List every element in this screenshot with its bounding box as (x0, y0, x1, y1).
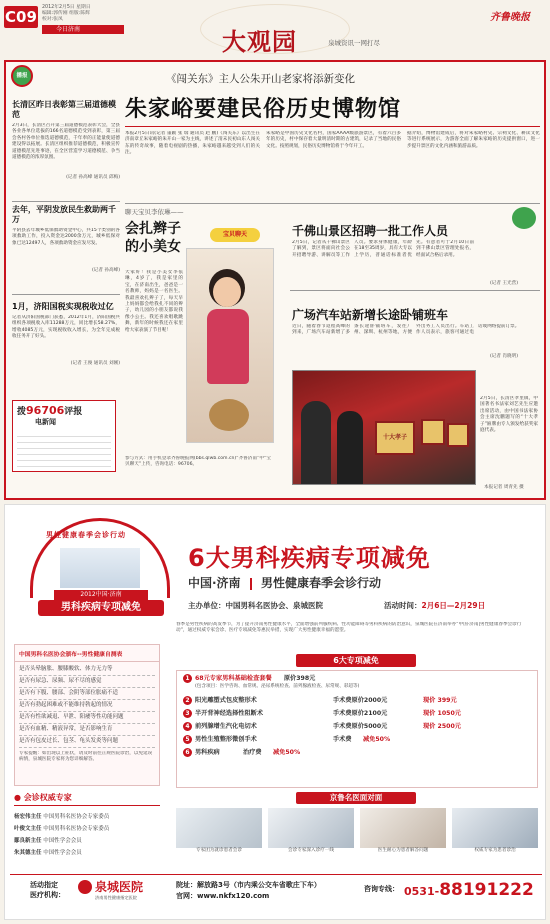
relief-6-price: 治疗费 (243, 749, 262, 757)
divider (10, 874, 542, 875)
number-icon: 4 (183, 722, 192, 731)
relief-4-name: 前列腺增生汽化电切术 (195, 723, 257, 731)
brief-3-title: 1月，济阳国税实现税收过亿 (12, 302, 114, 311)
checklist-item: 是否有勃起困难或不能维持勃起的情况 (19, 700, 155, 712)
bus-byline: (记者 肖晓明) (490, 354, 519, 359)
newspaper-logo: 齐鲁晚报 (490, 12, 530, 23)
recruit-body: 2月5日，记者从千佛山景区了解到，景区将面向社会公开招聘导游、讲解员等工作人员。要求身体健康，年龄在18至35周岁，具有大专以上学历，普通话标准者优先。有意者可于2月10日前到千佛山景区管理处报名，经面试合格后录用。 (292, 240, 474, 258)
expert-title: 中国男科名医协会专家委员 (43, 826, 110, 832)
brief-1-title: 长清区昨日表彰第三届道德模范 (12, 100, 116, 119)
relief-3-price: 手术费原价2100元 (333, 710, 388, 718)
top-story-col-2: 朱家峪是中国历史文化名村，国家AAAA级旅游景区，有着六百多年的历史，村中保存着大量明清时期的古建筑，记录了当地的民俗文化。按照规划，民俗历史博物馆将于今年开工。 (266, 131, 401, 149)
phone-prefix: 0531- (404, 885, 440, 898)
relief-5-price: 手术费 (333, 736, 352, 744)
brief-2-body: 平阴县去年城乡低保救助资金中心，共15个类别的各项救助工作，投入资金达2000余万元，城乡低保对象已达12497人，各项救助资金应发尽发。 (12, 228, 120, 246)
brief-1-body: 2月3日，长清区召开第三届道德模范表彰大会，全县各业各单位选拔的166名道德模范受到表彰，第三届会各村各单位推选道德模范，千年奉的正能量使道德建设得以拓展。长清区组织推荐道德模范，积极宣传道德模范先进事迹，在全区营造学习道德模范、争当道德模范的浓厚氛围。 (12, 123, 120, 161)
feature-headline (125, 220, 181, 256)
expert-row (14, 835, 160, 847)
expert-row (14, 823, 160, 835)
scenes-title: 京鲁名医面对面 (296, 792, 416, 804)
self-test-box (14, 644, 160, 786)
number-icon: 3 (183, 709, 192, 718)
ad-subhead-right: 男性健康春季会诊行动 (260, 576, 381, 590)
relief-2-now: 现价 399元 (423, 697, 457, 705)
news-brief-badge: 播报 (11, 65, 33, 87)
bus-headline: 广场汽车站新增长途卧铺班车 (292, 308, 449, 322)
phone-label: 咨询专线： (364, 885, 399, 893)
relief-1-detail: (包含项目：医学咨询、血常规、泌尿系统检查、前列腺液检查、尿常规、彩超等) (195, 684, 360, 689)
scene-photo (268, 808, 354, 848)
top-story-col-3: 据介绍，博物馆建成后，将对朱家峪村史、宗祠文化、耕读文化等进行系统展示，为游客全面了解朱家峪的历史提供窗口，进一步提升景区的文化内涵和旅游品质。 (407, 131, 540, 149)
date-label: 活动时间： (384, 601, 422, 610)
relief-5-name: 男性生殖整形微创手术 (195, 736, 257, 744)
relief-3-name: 半开背神经选择性阻断术 (195, 710, 264, 718)
photo-plaque (421, 419, 445, 445)
hospital-name: 泉城医院 (95, 880, 144, 894)
relief-item-6 (183, 746, 531, 759)
section-tag: 今日济南 (42, 25, 124, 34)
relief-6-now: 减免50% (273, 749, 301, 757)
scene-card (360, 808, 446, 862)
feature-headline-line-1: 会扎辫子 (125, 221, 181, 237)
ad-sponsor (188, 600, 323, 611)
ad-headline: 6大男科疾病专项减免 (188, 544, 431, 572)
divider (290, 290, 540, 291)
brief-3-byline: (记者 王俊 通讯员 刘刚) (70, 361, 120, 366)
hotline-text-block (17, 431, 111, 467)
feature-body: 大家好！我是小美女李依琳，4岁了，我是家里的宝，在济南出生，爸爸是一名教师，妈妈是一名医生。我最喜欢扎辫子了，每天早上妈妈都会给我扎不同的辫子，幼儿园的小朋友都说我像小公主。我还喜欢唱歌跳舞，新年的时候我还在家里给大家表演了节目呢！ (125, 270, 183, 333)
expert-row (14, 811, 160, 823)
sponsor-value: 中国男科名医协会、泉城医院 (225, 601, 323, 610)
scene-photo (176, 808, 262, 848)
ad-ribbon-year: 2012中国·济南 (54, 590, 148, 600)
checklist-item: 是否有包皮过长、包茎、龟头发炎等问题 (19, 736, 155, 748)
brief-item-1 (12, 100, 120, 181)
checklist-item: 是否有下腹、腰部、会阴等部位胀痛不适 (19, 688, 155, 700)
photo-plaque: 十大孝子 (375, 421, 415, 455)
relief-list (176, 670, 538, 788)
relief-item-1 (183, 674, 531, 683)
ad-intro: 春季是男性疾病的高发季节，为了提升济南男性健康水平，全面增强前列腺疾病、性功能障碍等男科疾病的防治意识，泉城医院在济南举办“中国·济南|男性健康春季会诊行动”，通过权威专家会诊、医疗专项减免等惠民举措，实现广大男性健康幸福的愿望。 (176, 622, 522, 634)
expert-title: 中国性学会会员 (43, 850, 82, 856)
scene-photo (452, 808, 538, 848)
address-value: 解放路3号（市内乘公交车省歌庄下车） (197, 881, 321, 889)
expert-title: 中国性学会会员 (43, 838, 82, 844)
divider (125, 203, 540, 204)
relief-2-name: 阳光雕塑式包皮整形术 (195, 697, 257, 705)
scene-caption: 权威专家为患者诊治 (474, 848, 516, 853)
relief-6-name: 男科疾病 (195, 749, 220, 757)
relief-title: 6大专项减免 (296, 654, 416, 667)
feature-kicker: 聊天宝贝李依琳—— (125, 208, 184, 216)
top-story-kicker: 《闯关东》主人公朱开山老家将添新变化 (166, 73, 355, 85)
feature-tag: 宝贝聊天 (210, 228, 260, 242)
page-editor: 编辑:郭传刚 组版:陈辉 (42, 11, 90, 16)
photo-coat (207, 309, 249, 384)
scene-card (452, 808, 538, 862)
brief-2-byline: (记者 孙高峰) (91, 268, 120, 273)
page-meta (42, 5, 91, 23)
hospital-logo-icon (78, 880, 92, 894)
green-badge-icon (512, 207, 536, 229)
hospital-sub: 济南男性健康指定医院 (95, 895, 137, 900)
recruit-byline: (记者 王光营) (490, 281, 519, 286)
brief-item-3 (12, 302, 120, 367)
checklist-item: 是否有尿急、尿频、尿不尽的感觉 (19, 676, 155, 688)
self-test-title: 中国男科名医协会颁布--男性健康自测表 (15, 645, 159, 662)
org-label-2: 医疗机构： (30, 891, 65, 899)
recruit-headline: 千佛山景区招聘一批工作人员 (292, 224, 449, 238)
brief-2-title: 去年，平阴发放民生救助两千万 (12, 205, 116, 224)
brief-item-2 (12, 205, 120, 274)
hotline-sub: 电新闻 (35, 418, 56, 426)
bullet-icon: ● (14, 793, 24, 802)
photo-teddy-bear (209, 399, 249, 431)
number-icon: 1 (183, 674, 192, 683)
subhead-divider (250, 578, 252, 590)
hotline-suffix: 评报 (64, 407, 83, 417)
address-label: 院址： (176, 881, 197, 889)
photo-caption: 2月5日，长清区孝里镇，中国著名书法家刘艺先生应邀出席活动，由中国书法家协会主席沈鹏题写的“十大孝子”匾牌由专人颁发给获奖家庭代表。 (480, 396, 538, 434)
masthead-subtitle: 泉城资讯一网打尽 (328, 39, 380, 47)
relief-4-price: 手术费原价5000元 (333, 723, 388, 731)
sponsor-label: 主办单位： (188, 601, 226, 610)
expert-title: 中国男科名医协会专家委员 (43, 814, 110, 820)
org-label-1: 活动指定 (30, 881, 58, 889)
divider (12, 201, 120, 202)
brief-3-body: 记者从济阳国税部门获悉，2012年1月，济阳国税共组织各项税收入库11288万元，同比增长58.27%，增收4085万元，实现税收收入增长，为全年完成税收任务开了好头。 (12, 315, 120, 340)
org-label (30, 880, 65, 900)
child-photo (186, 248, 274, 443)
divider (12, 294, 120, 295)
relief-4-now: 现价 2500元 (423, 723, 461, 731)
scenes-gallery (176, 808, 538, 862)
photo-person (301, 401, 331, 485)
web-label: 官网： (176, 892, 197, 900)
ad-date (384, 600, 485, 611)
hotline-number: 96706 (26, 404, 65, 417)
page-proofreader: 校对:张凤 (42, 17, 63, 22)
masthead-title: 大观园 (222, 27, 297, 56)
relief-item-5 (183, 733, 531, 746)
relief-item-4 (183, 720, 531, 733)
relief-item-3 (183, 707, 531, 720)
feature-footer: 参与方式：用手机登录齐鲁晚报网(bbs.qlwb.com.cn)“齐鲁济南”中“宝贝聊天”上传，咨询电话：96706。 (125, 456, 271, 468)
photo-person (337, 411, 363, 485)
hotline-label: 拨 (17, 407, 27, 417)
relief-item-2 (183, 694, 531, 707)
relief-1-price: 原价398元 (283, 675, 316, 682)
expert-row (14, 847, 160, 859)
photo-plaque (447, 423, 469, 447)
scene-photo (360, 808, 446, 848)
ad-subhead (188, 574, 381, 591)
phone-number (404, 880, 534, 900)
expert-name: 朱其德主任 (14, 850, 42, 856)
ad-arc-text: 男性健康春季会诊行动 (46, 531, 126, 539)
scene-caption: 医生耐心为患者解答问题 (377, 848, 429, 853)
expert-name: 叶俊文主任 (14, 826, 42, 832)
relief-3-now: 现价 1050元 (423, 710, 461, 718)
experts-title-text: 会诊权威专家 (23, 793, 72, 802)
headline-rule (125, 126, 540, 127)
hospital-contact (176, 880, 321, 902)
checklist-advice: 专家提醒：如出现以上症状，请及时前往正规医院诊治，以免延误病情，泉城医院专家将为您详细解答。 (19, 751, 153, 763)
scene-caption: 会诊专家深入诊疗一线 (288, 848, 334, 853)
number-icon: 5 (183, 735, 192, 744)
photo-byline: 本报记者 周青先 摄 (484, 485, 524, 490)
ad-subhead-left: 中国·济南 (188, 576, 241, 590)
ceremony-photo (292, 370, 476, 485)
number-icon: 2 (183, 696, 192, 705)
hotline-box (12, 400, 116, 472)
expert-name: 杨宏伟主任 (14, 814, 42, 820)
phone-digits: 88191222 (439, 880, 534, 900)
checklist-item: 是否有血精、精液异常，是否影响生育 (19, 724, 155, 736)
relief-1-name: 68元专家男科基础检查套餐 (195, 675, 272, 682)
expert-name: 鄢良新主任 (14, 838, 42, 844)
top-story-col-1: 本报2月5日讯(记者 董颖 张 瑞 通讯员 赵 鹏)《闯关东》以出生在济南章丘朱家峪的朱开山一家为主线，讲述了清末民初山东人闯关东的传奇故事，随着电视剧的热播，朱家峪越来越受到人们的关注。 (125, 131, 260, 156)
experts-title (14, 792, 160, 806)
ad-ribbon-main: 男科疾病专项减免 (38, 600, 164, 616)
checklist-item: 是否有性欲减退、早泄、阳痿等性功能问题 (19, 712, 155, 724)
number-icon: 6 (183, 748, 192, 757)
experts-panel (14, 792, 160, 859)
feature-headline-line-2: 的小美女 (125, 239, 181, 255)
date-value: 2月6日—2月29日 (421, 601, 486, 610)
relief-2-price: 手术费原价2000元 (333, 697, 388, 705)
top-story-headline: 朱家峪要建民俗历史博物馆 (125, 97, 402, 122)
scene-caption: 专家团为就诊患者会诊 (196, 848, 242, 853)
scene-card (176, 808, 262, 862)
photo-face (213, 277, 241, 307)
scene-card (268, 808, 354, 862)
brief-1-byline: (记者 孙高峰 通讯员 邱梅) (66, 175, 120, 180)
page-number: C09 (5, 8, 37, 26)
doctors-photo (60, 548, 140, 588)
web-value: www.nkfx120.com (197, 892, 270, 900)
bus-body: 近日，随着春节返程高峰的到来，广场汽车站新增了多条长途卧铺班车，发往广州、深圳、杭州等地，方便外出务工人员出行。车站工作人员表示，旅客可通过电话或网络提前订票。 (292, 324, 520, 336)
relief-5-now: 减免50% (363, 736, 391, 744)
checklist-item: 是否头晕脑胀、腰膝酸软、体力无力等 (19, 664, 155, 676)
page-date: 2012年2月5日 星期日 (42, 5, 91, 10)
